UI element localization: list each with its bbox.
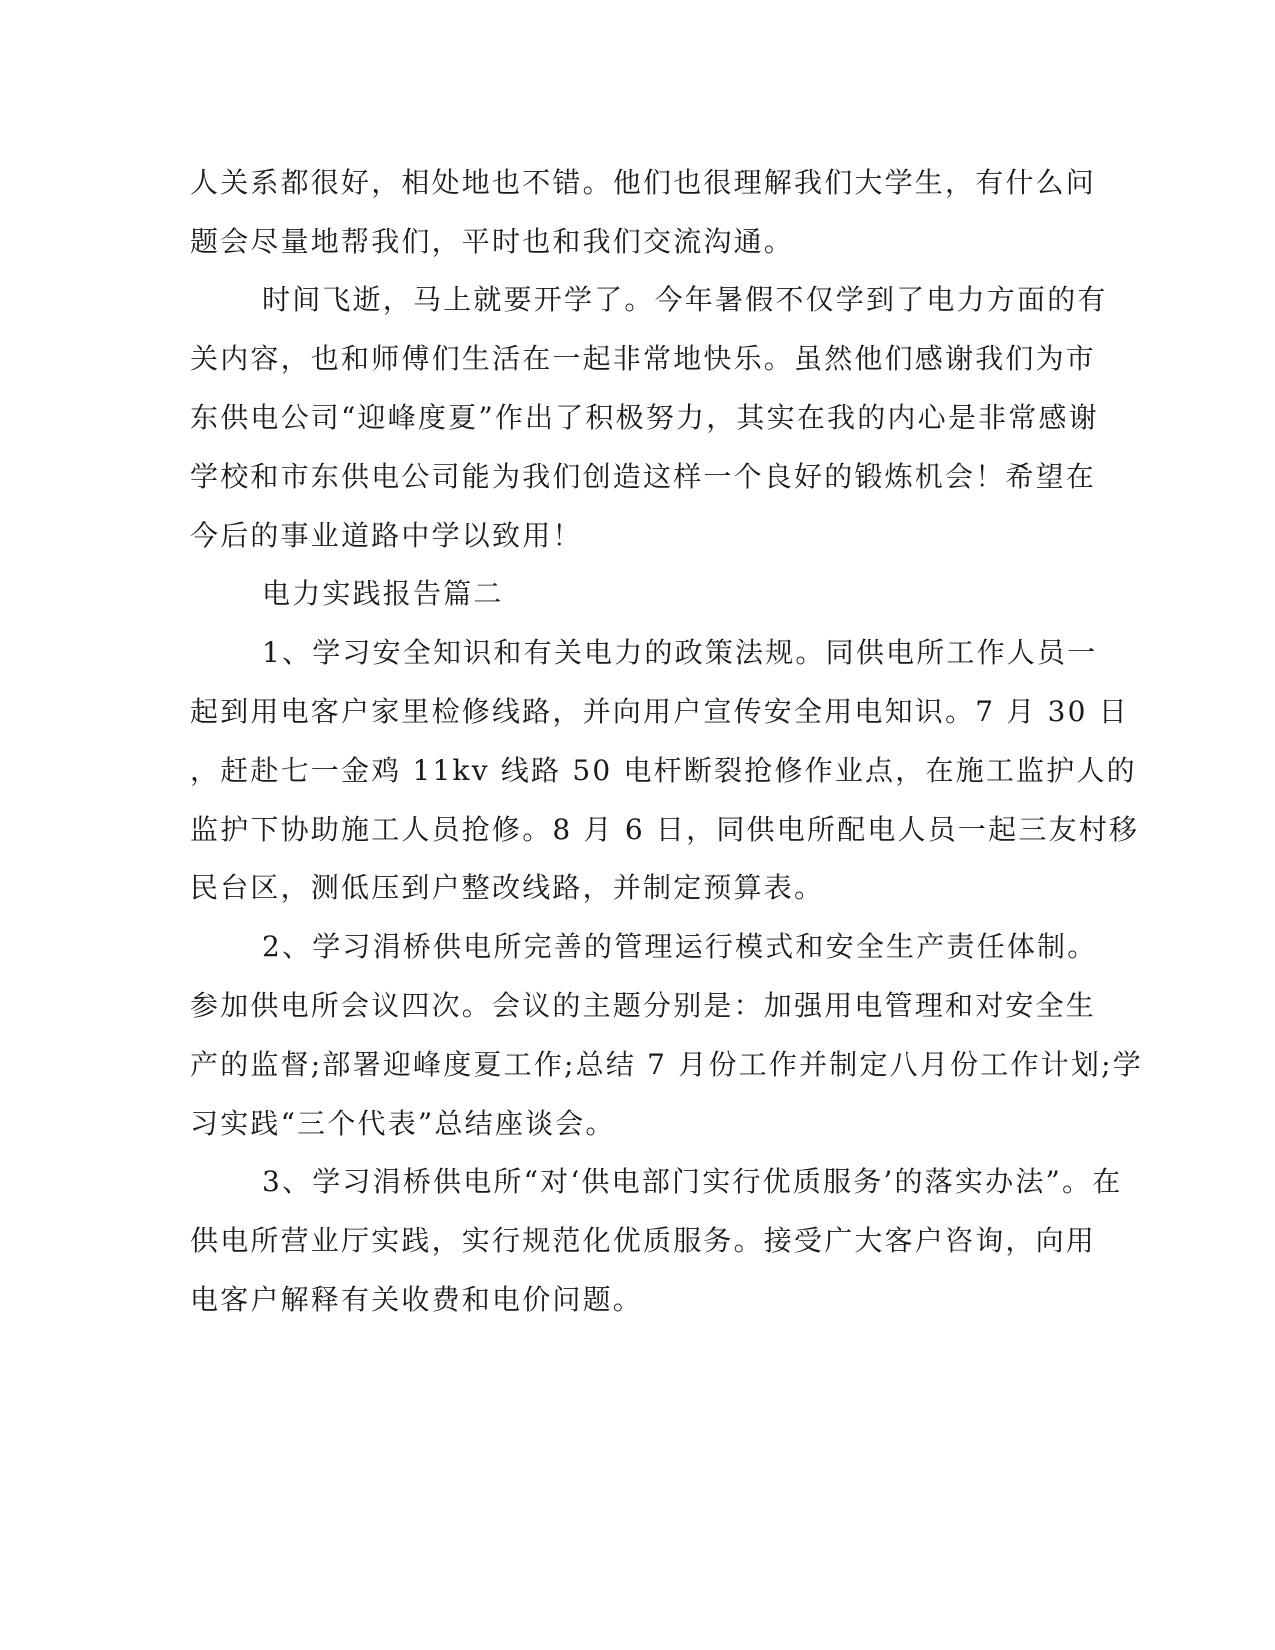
section-heading: 电力实践报告篇二 — [262, 577, 504, 610]
paragraph-first-line: 2、学习涓桥供电所完善的管理运行模式和安全生产责任体制。 — [262, 930, 1098, 963]
text-line: 东供电公司“迎峰度夏”作出了积极努力，其实在我的内心是非常感谢 — [190, 401, 1099, 434]
paragraph-first-line: 3、学习涓桥供电所“对‘供电部门实行优质服务’的落实办法”。在 — [262, 1165, 1123, 1198]
text-line: 产的监督;部署迎峰度夏工作;总结 7 月份工作并制定八月份工作计划;学 — [190, 1048, 1143, 1081]
paragraph-first-line: 1、学习安全知识和有关电力的政策法规。同供电所工作人员一 — [262, 636, 1098, 669]
text-line: 题会尽量地帮我们，平时也和我们交流沟通。 — [190, 225, 795, 258]
text-line: 民台区，测低压到户整改线路，并制定预算表。 — [190, 871, 825, 904]
text-line: 今后的事业道路中学以致用！ — [190, 519, 583, 552]
text-line: 参加供电所会议四次。会议的主题分别是：加强用电管理和对安全生 — [190, 989, 1097, 1022]
text-line: 学校和市东供电公司能为我们创造这样一个良好的锻炼机会！希望在 — [190, 460, 1097, 493]
text-line: 电客户解释有关收费和电价问题。 — [190, 1283, 644, 1316]
paragraph-first-line: 时间飞逝，马上就要开学了。今年暑假不仅学到了电力方面的有 — [262, 283, 1108, 316]
text-line: 起到用电客户家里检修线路，并向用户宣传安全用电知识。7 月 30 日 — [190, 695, 1129, 728]
text-line: 关内容，也和师傅们生活在一起非常地快乐。虽然他们感谢我们为市 — [190, 342, 1097, 375]
text-line: ，赶赴七一金鸡 11kv 线路 50 电杆断裂抢修作业点，在施工监护人的 — [190, 754, 1137, 787]
text-line: 人关系都很好，相处地也不错。他们也很理解我们大学生，有什么问 — [190, 166, 1097, 199]
text-line: 供电所营业厅实践，实行规范化优质服务。接受广大客户咨询，向用 — [190, 1224, 1097, 1257]
text-line: 习实践“三个代表”总结座谈会。 — [190, 1107, 616, 1140]
text-line: 监护下协助施工人员抢修。8 月 6 日，同供电所配电人员一起三友村移 — [190, 813, 1140, 846]
